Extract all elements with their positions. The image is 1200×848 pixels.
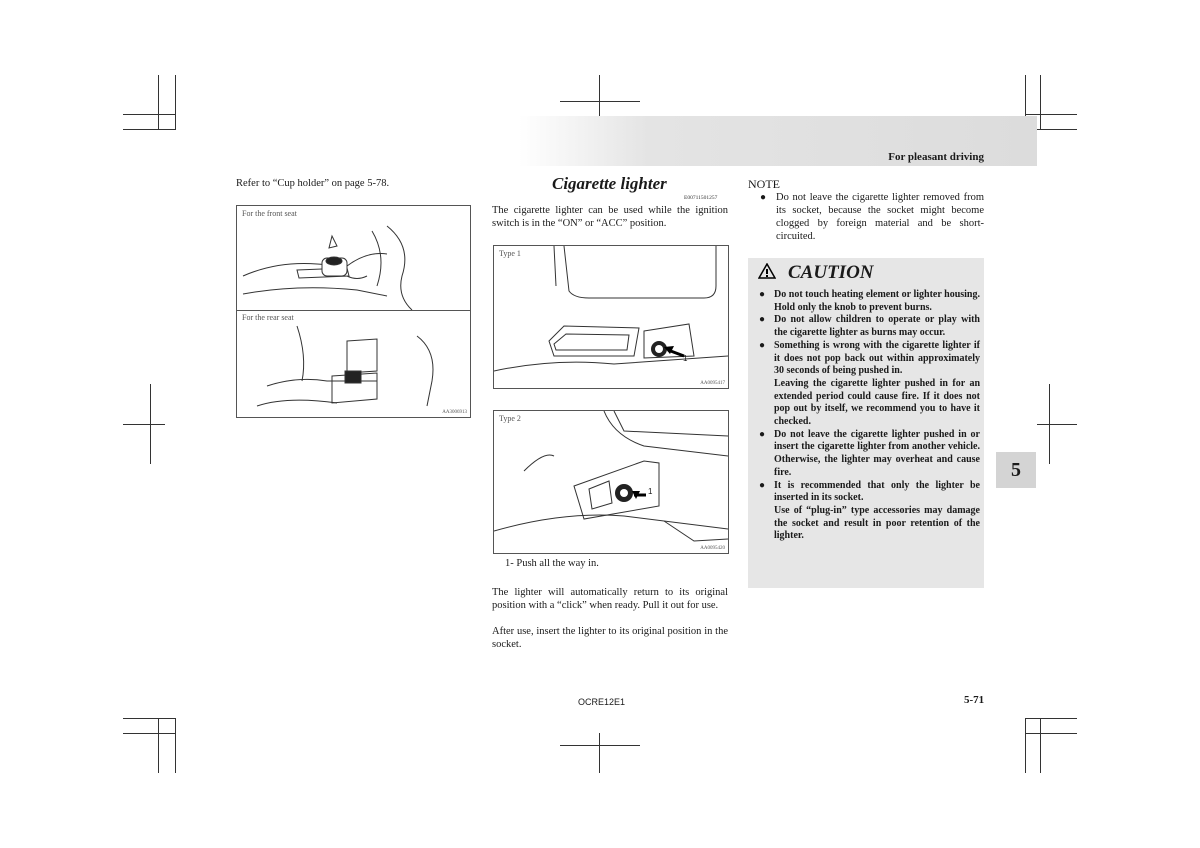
caution-heading: CAUTION — [788, 262, 874, 283]
note-item — [760, 191, 984, 243]
caution-bullet: ● — [759, 314, 766, 326]
caution-item — [758, 429, 980, 480]
caution-bullet: ● — [759, 289, 766, 300]
caution-item — [758, 340, 980, 429]
type2-illustration — [494, 411, 728, 553]
caution-item-text: Do not allow children to operate or play with the cigarette lighter as burns may occur. — [774, 314, 980, 339]
section-code: E00711501257 — [684, 195, 718, 201]
caution-item-text: It is recommended that only the lighter be inserted in its socket. — [774, 479, 980, 504]
cup-holder-figure — [236, 205, 471, 418]
caution-item — [758, 314, 980, 339]
caution-item-extra: Leaving the cigarette lighter pushed in for an extended period could cause fire. If it does not pop out by itself, we recommend you to have it checked. — [774, 377, 980, 428]
figure-code: AA3006913 — [442, 410, 467, 415]
warning-triangle-icon — [758, 263, 776, 279]
chapter-tab: 5 — [996, 452, 1036, 488]
section-title: Cigarette lighter — [552, 174, 667, 193]
caution-box — [748, 258, 984, 588]
section-header: For pleasant driving — [888, 151, 984, 163]
caution-bullet: ● — [759, 479, 766, 491]
type1-label: Type 1 — [499, 249, 521, 258]
page-number: 5-71 — [964, 694, 985, 706]
return-paragraph: The lighter will automatically return to its original position with a “click” when ready. Pull it out for use. — [492, 587, 728, 611]
type2-callout: 1 — [648, 487, 653, 496]
type1-illustration — [494, 246, 728, 388]
type2-figure — [493, 410, 729, 554]
note-heading: NOTE — [748, 177, 780, 191]
type1-code: AA0095417 — [700, 381, 725, 386]
caution-item-extra: Use of “plug-in” type accessories may damage the socket and result in poor retention of the lighter. — [774, 504, 980, 542]
caution-list — [758, 289, 980, 543]
type2-label: Type 2 — [499, 414, 521, 423]
caution-item-text: Do not leave the cigarette lighter pushed in or insert the cigarette lighter from another vehicle. Otherwise, the lighter may overheat and cause fire. — [774, 428, 980, 478]
cup-holder-reference: Refer to “Cup holder” on page 5-78. — [236, 178, 390, 189]
figure-caption: 1- Push all the way in. — [505, 558, 599, 569]
caution-item — [758, 289, 980, 314]
caution-item-text: Do not touch heating element or lighter housing. Hold only the knob to prevent burns. — [774, 289, 980, 313]
type2-code: AA0095420 — [700, 546, 725, 551]
rear-seat-illustration — [237, 311, 470, 417]
type1-callout: 1 — [683, 354, 688, 363]
after-use-paragraph: After use, insert the lighter to its original position in the socket. — [492, 626, 728, 650]
caution-item — [758, 480, 980, 544]
front-seat-illustration — [237, 206, 470, 310]
intro-paragraph: The cigarette lighter can be used while the ignition switch is in the “ON” or “ACC” position. — [492, 205, 728, 229]
caution-bullet: ● — [759, 339, 766, 351]
document-code: OCRE12E1 — [578, 697, 626, 707]
note-text: Do not leave the cigarette lighter removed from its socket, because the socket might become clogged by foreign material and be short-circuited. — [776, 192, 984, 242]
front-seat-label: For the front seat — [242, 209, 297, 218]
rear-seat-label: For the rear seat — [242, 313, 294, 322]
note-bullet: ● — [760, 192, 767, 203]
caution-bullet: ● — [759, 428, 766, 440]
type1-figure — [493, 245, 729, 389]
caution-item-text: Something is wrong with the cigarette lighter if it does not pop back out within approximately 30 seconds of being pushed in. — [774, 339, 980, 377]
